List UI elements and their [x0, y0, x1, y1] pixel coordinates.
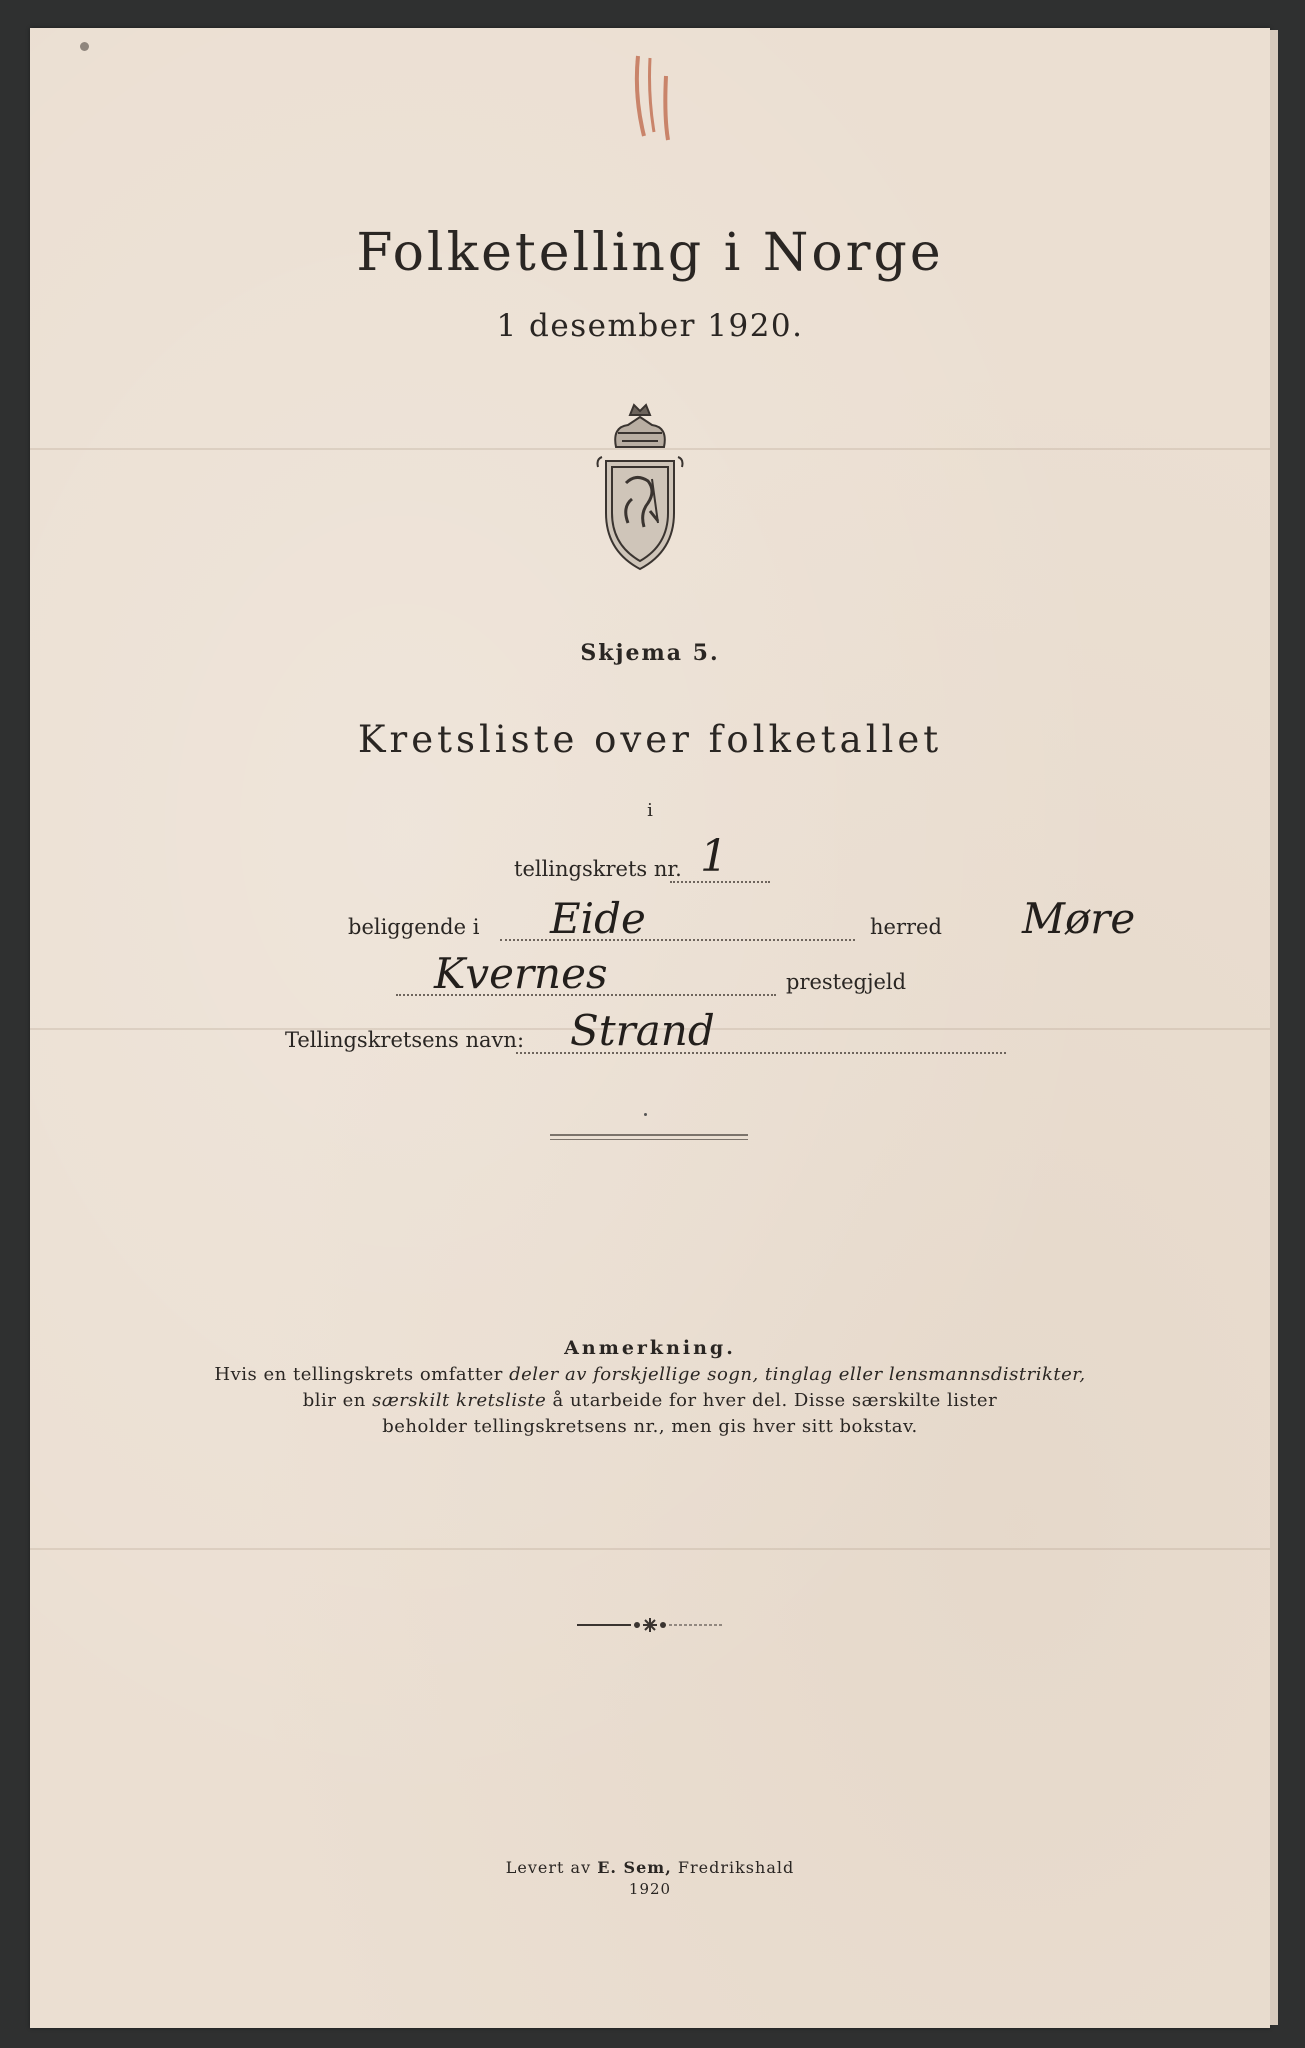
form-subtitle: Kretsliste over folketallet [357, 718, 943, 761]
prestegjeld-value: Kvernes [434, 949, 608, 998]
note-line [30, 1364, 1270, 1385]
note-text-italic: særskilt kretsliste [372, 1390, 547, 1411]
beliggende-value: Eide [550, 894, 646, 943]
note-line: beholder tellingskretsens nr., men gis hver sitt bokstav. [382, 1416, 918, 1437]
page-edge [1270, 30, 1278, 2025]
printer-name: E. Sem, [597, 1858, 672, 1877]
herred-label: herred [870, 915, 942, 939]
ornament-divider-icon [575, 1615, 725, 1635]
paper-fold [30, 1548, 1270, 1550]
navn-label: Tellingskretsens navn: [285, 1028, 525, 1052]
census-date: 1 desember 1920. [496, 308, 804, 344]
pencil-mark-icon [620, 36, 700, 146]
county-value: Møre [1022, 894, 1136, 943]
schema-number: Skjema 5. [580, 640, 720, 666]
footer-text: Levert av [505, 1858, 598, 1877]
page-title: Folketelling i Norge [356, 223, 944, 283]
footer-text: Fredrikshald [671, 1858, 795, 1877]
printer-line [30, 1858, 1270, 1877]
note-heading: Anmerkning. [564, 1337, 736, 1359]
prestegjeld-label: prestegjeld [786, 970, 907, 994]
krets-label: tellingskrets nr. [514, 857, 682, 881]
note-line [30, 1390, 1270, 1411]
divider [550, 1139, 748, 1140]
print-year: 1920 [628, 1880, 672, 1898]
navn-value: Strand [570, 1006, 715, 1055]
beliggende-label: beliggende i [348, 915, 480, 939]
ink-dot [80, 42, 89, 51]
document-page [30, 28, 1270, 2028]
note-text: Hvis en tellingskrets omfatter [214, 1364, 510, 1385]
krets-value: 1 [700, 831, 728, 882]
preposition-i: i [647, 800, 653, 821]
note-text-italic: deler av forskjellige sogn, tinglag eller lensmannsdistrikter, [509, 1364, 1086, 1385]
note-text: blir en [302, 1390, 373, 1411]
ink-dot [644, 1113, 647, 1116]
divider [550, 1134, 748, 1136]
norwegian-coat-of-arms-icon [592, 403, 688, 573]
note-text: å utarbeide for hver del. Disse særskilte lister [546, 1390, 998, 1411]
